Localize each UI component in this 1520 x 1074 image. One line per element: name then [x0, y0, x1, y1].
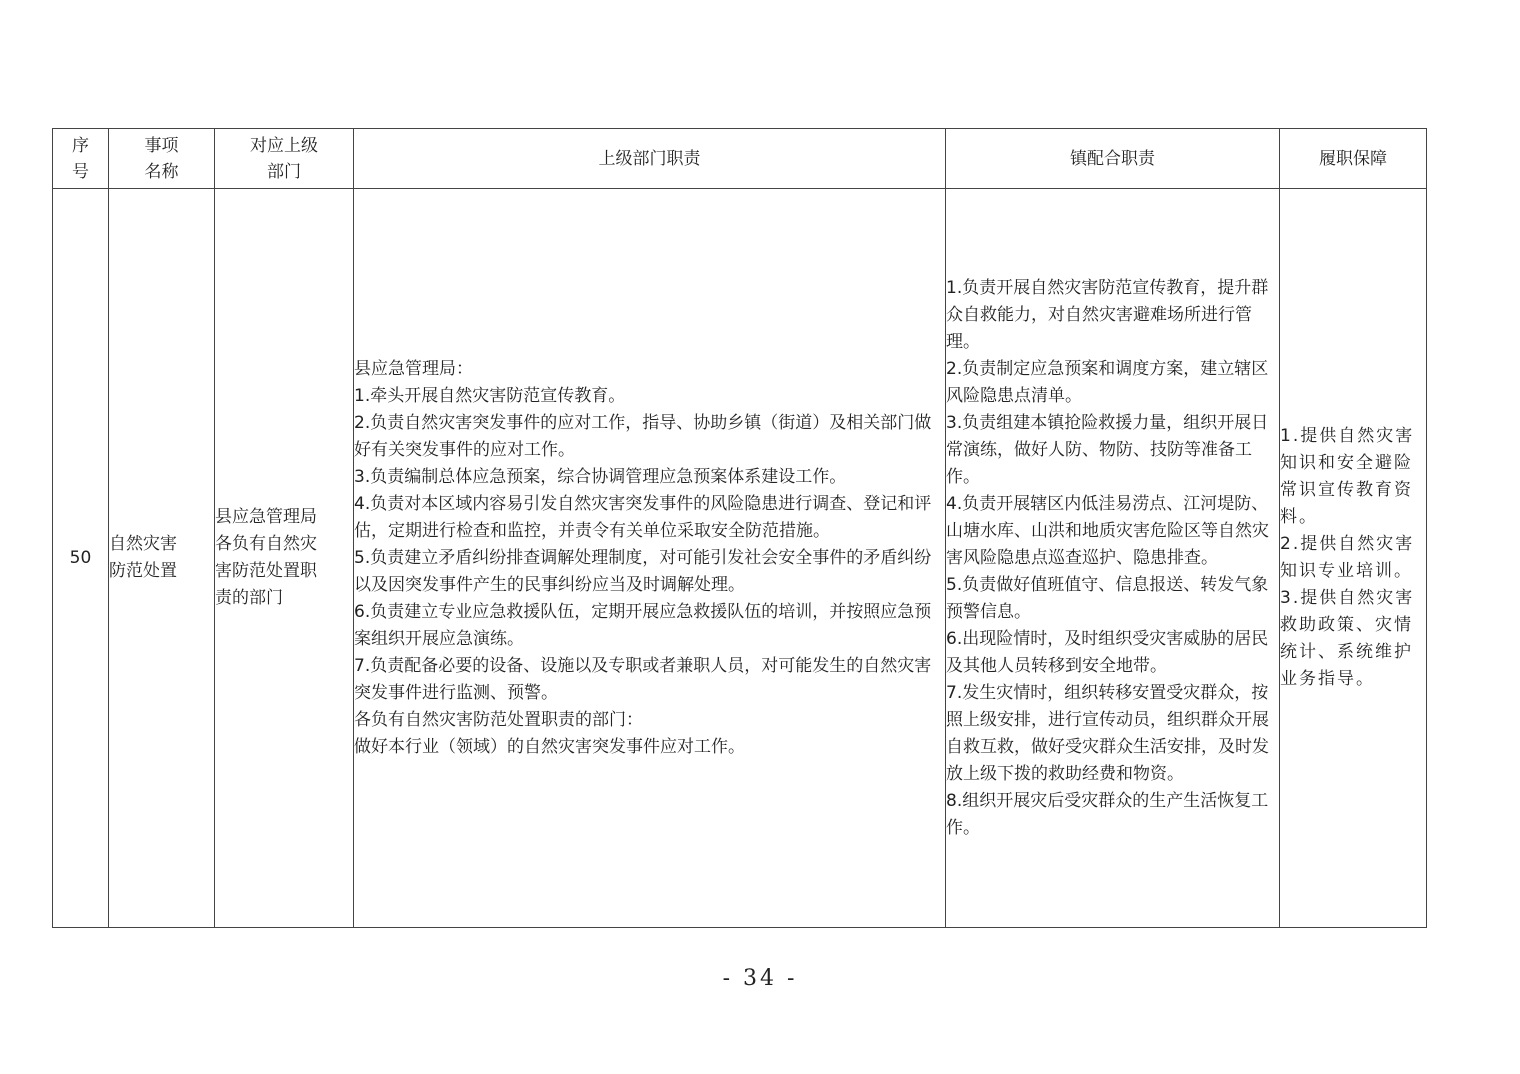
guarantee-line: 2.提供自然灾害知识专业培训。 — [1280, 534, 1415, 581]
upper-duty-line: 县应急管理局： — [354, 358, 473, 379]
town-duty-line: 4.负责开展辖区内低洼易涝点、江河堤防、山塘水库、山洪和地质灾害危险区等自然灾害风险隐患点巡查巡护、隐患排查。 — [946, 493, 1269, 568]
upper-duty-line: 5.负责建立矛盾纠纷排查调解处理制度，对可能引发社会安全事件的矛盾纠纷以及因突发事件产生的民事纠纷应当及时调解处理。 — [354, 547, 932, 595]
town-duty-line: 7.发生灾情时，组织转移安置受灾群众，按照上级安排，进行宣传动员，组织群众开展自救互救，做好受灾群众生活安排，及时发放上级下拨的救助经费和物资。 — [946, 682, 1269, 784]
table-row — [53, 189, 1427, 928]
cell-guarantee — [1280, 189, 1427, 928]
upper-duty-line: 7.负责配备必要的设备、设施以及专职或者兼职人员，对可能发生的自然灾害突发事件进行监测、预警。 — [354, 655, 932, 703]
town-duty-line: 5.负责做好值班值守、信息报送、转发气象预警信息。 — [946, 574, 1269, 622]
upper-duty-line: 4.负责对本区域内容易引发自然灾害突发事件的风险隐患进行调查、登记和评估，定期进行检查和监控，并责令有关单位采取安全防范措施。 — [354, 493, 932, 541]
guarantee-line: 3.提供自然灾害救助政策、灾情统计、系统维护业务指导。 — [1280, 588, 1415, 689]
cell-seq: 50 — [53, 189, 109, 928]
header-seq: 序 号 — [53, 129, 109, 189]
town-duty-line: 2.负责制定应急预案和调度方案，建立辖区风险隐患点清单。 — [946, 358, 1269, 406]
upper-duty-line: 2.负责自然灾害突发事件的应对工作，指导、协助乡镇（街道）及相关部门做好有关突发事件的应对工作。 — [354, 412, 932, 460]
page-number: - 34 - — [722, 966, 798, 991]
upper-duty-line: 做好本行业（领域）的自然灾害突发事件应对工作。 — [354, 736, 745, 757]
header-guarantee: 履职保障 — [1280, 129, 1427, 189]
cell-upper-dept: 县应急管理局 各负有自然灾 害防范处置职 责的部门 — [215, 189, 354, 928]
guarantee-line: 1.提供自然灾害知识和安全避险常识宣传教育资料。 — [1280, 426, 1415, 527]
cell-item-name: 自然灾害 防范处置 — [109, 189, 215, 928]
header-town-duties: 镇配合职责 — [946, 129, 1280, 189]
upper-duty-line: 各负有自然灾害防范处置职责的部门： — [354, 709, 643, 730]
upper-duty-line: 1.牵头开展自然灾害防范宣传教育。 — [354, 385, 626, 406]
header-item-name: 事项 名称 — [109, 129, 215, 189]
cell-town-duties — [946, 189, 1280, 928]
town-duty-line: 8.组织开展灾后受灾群众的生产生活恢复工作。 — [946, 790, 1269, 838]
upper-duty-line: 6.负责建立专业应急救援队伍，定期开展应急救援队伍的培训，并按照应急预案组织开展应急演练。 — [354, 601, 932, 649]
header-upper-duties: 上级部门职责 — [354, 129, 946, 189]
town-duty-line: 6.出现险情时，及时组织受灾害威胁的居民及其他人员转移到安全地带。 — [946, 628, 1269, 676]
cell-upper-duties — [354, 189, 946, 928]
upper-duty-line: 3.负责编制总体应急预案，综合协调管理应急预案体系建设工作。 — [354, 466, 847, 487]
header-row — [53, 129, 1427, 189]
town-duty-line: 3.负责组建本镇抢险救援力量，组织开展日常演练，做好人防、物防、技防等准备工作。 — [946, 412, 1269, 487]
town-duty-line: 1.负责开展自然灾害防范宣传教育，提升群众自救能力，对自然灾害避难场所进行管理。 — [946, 277, 1269, 352]
duty-table — [52, 128, 1427, 928]
header-upper-dept: 对应上级 部门 — [215, 129, 354, 189]
